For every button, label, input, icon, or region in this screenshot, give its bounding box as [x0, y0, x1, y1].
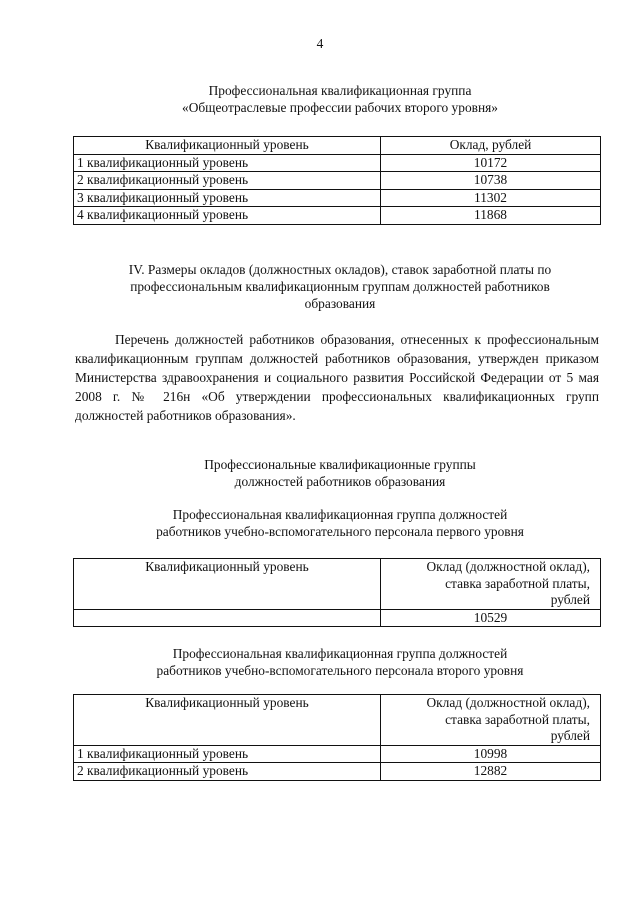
group2-title [60, 506, 620, 540]
group1-table [73, 136, 601, 225]
table-row [74, 154, 601, 172]
paragraph-text: Перечень должностей работников образования, отнесенных к профессиональным квалификационным группам должностей работников образования, утвержден приказом Министерства здравоохранения и социального развития Российской Федерации от 5 мая 2008 г. № 216н «Об утверждении профессиональных квалификационных групп должностей работников образования». [75, 332, 599, 423]
group2-title-line2: работников учебно-вспомогательного персонала первого уровня [156, 524, 524, 539]
group1-title-line1: Профессиональная квалификационная группа [208, 83, 472, 98]
group3-title-line2: работников учебно-вспомогательного персонала второго уровня [156, 663, 524, 678]
level-cell: 1 квалификационный уровень [74, 154, 381, 172]
section4-paragraph [75, 330, 599, 425]
table-header-row [74, 137, 601, 155]
header-salary-line3: рублей [550, 728, 590, 743]
groups-heading [60, 456, 620, 490]
level-cell: 3 квалификационный уровень [74, 189, 381, 207]
header-salary-line2: ставка заработной платы, [445, 575, 590, 591]
level-cell: 2 квалификационный уровень [74, 763, 381, 781]
level-cell: 2 квалификационный уровень [74, 172, 381, 190]
section4-heading-line2: профессиональным квалификационным группам должностей работников [130, 279, 550, 294]
table-row [74, 172, 601, 190]
table-row [74, 207, 601, 225]
salary-cell: 10172 [381, 154, 601, 172]
page-number: 4 [316, 36, 324, 51]
header-salary [381, 695, 601, 746]
header-salary-line2: ставка заработной платы, [445, 711, 590, 727]
group1-title-line2: «Общеотраслевые профессии рабочих второго уровня» [182, 100, 498, 115]
salary-cell: 10738 [381, 172, 601, 190]
header-salary: Оклад, рублей [381, 137, 601, 155]
table-header-row [74, 559, 601, 610]
group3-table [73, 694, 601, 781]
group3-title [60, 645, 620, 679]
section4-heading [60, 261, 620, 312]
header-salary-line1: Оклад (должностной оклад), [426, 695, 590, 710]
salary-cell: 10998 [381, 745, 601, 763]
table-row [74, 189, 601, 207]
table-header-row [74, 695, 601, 746]
group3-title-line1: Профессиональная квалификационная группа должностей [172, 646, 508, 661]
group1-title [60, 82, 620, 116]
header-salary-line3: рублей [550, 592, 590, 607]
table-row [74, 609, 601, 627]
table-row [74, 763, 601, 781]
group2-title-line1: Профессиональная квалификационная группа должностей [172, 507, 508, 522]
salary-cell: 12882 [381, 763, 601, 781]
level-cell [74, 609, 381, 627]
salary-cell: 11302 [381, 189, 601, 207]
group2-table [73, 558, 601, 627]
header-salary-line1: Оклад (должностной оклад), [426, 559, 590, 574]
salary-cell: 10529 [381, 609, 601, 627]
groups-heading-line2: должностей работников образования [234, 474, 446, 489]
groups-heading-line1: Профессиональные квалификационные группы [204, 457, 476, 472]
header-salary [381, 559, 601, 610]
section4-heading-line3: образования [304, 296, 376, 311]
level-cell: 1 квалификационный уровень [74, 745, 381, 763]
salary-cell: 11868 [381, 207, 601, 225]
level-cell: 4 квалификационный уровень [74, 207, 381, 225]
section4-heading-line1: IV. Размеры окладов (должностных окладов), ставок заработной платы по [128, 262, 552, 277]
header-level: Квалификационный уровень [74, 695, 381, 746]
header-level: Квалификационный уровень [74, 137, 381, 155]
header-level: Квалификационный уровень [74, 559, 381, 610]
table-row [74, 745, 601, 763]
